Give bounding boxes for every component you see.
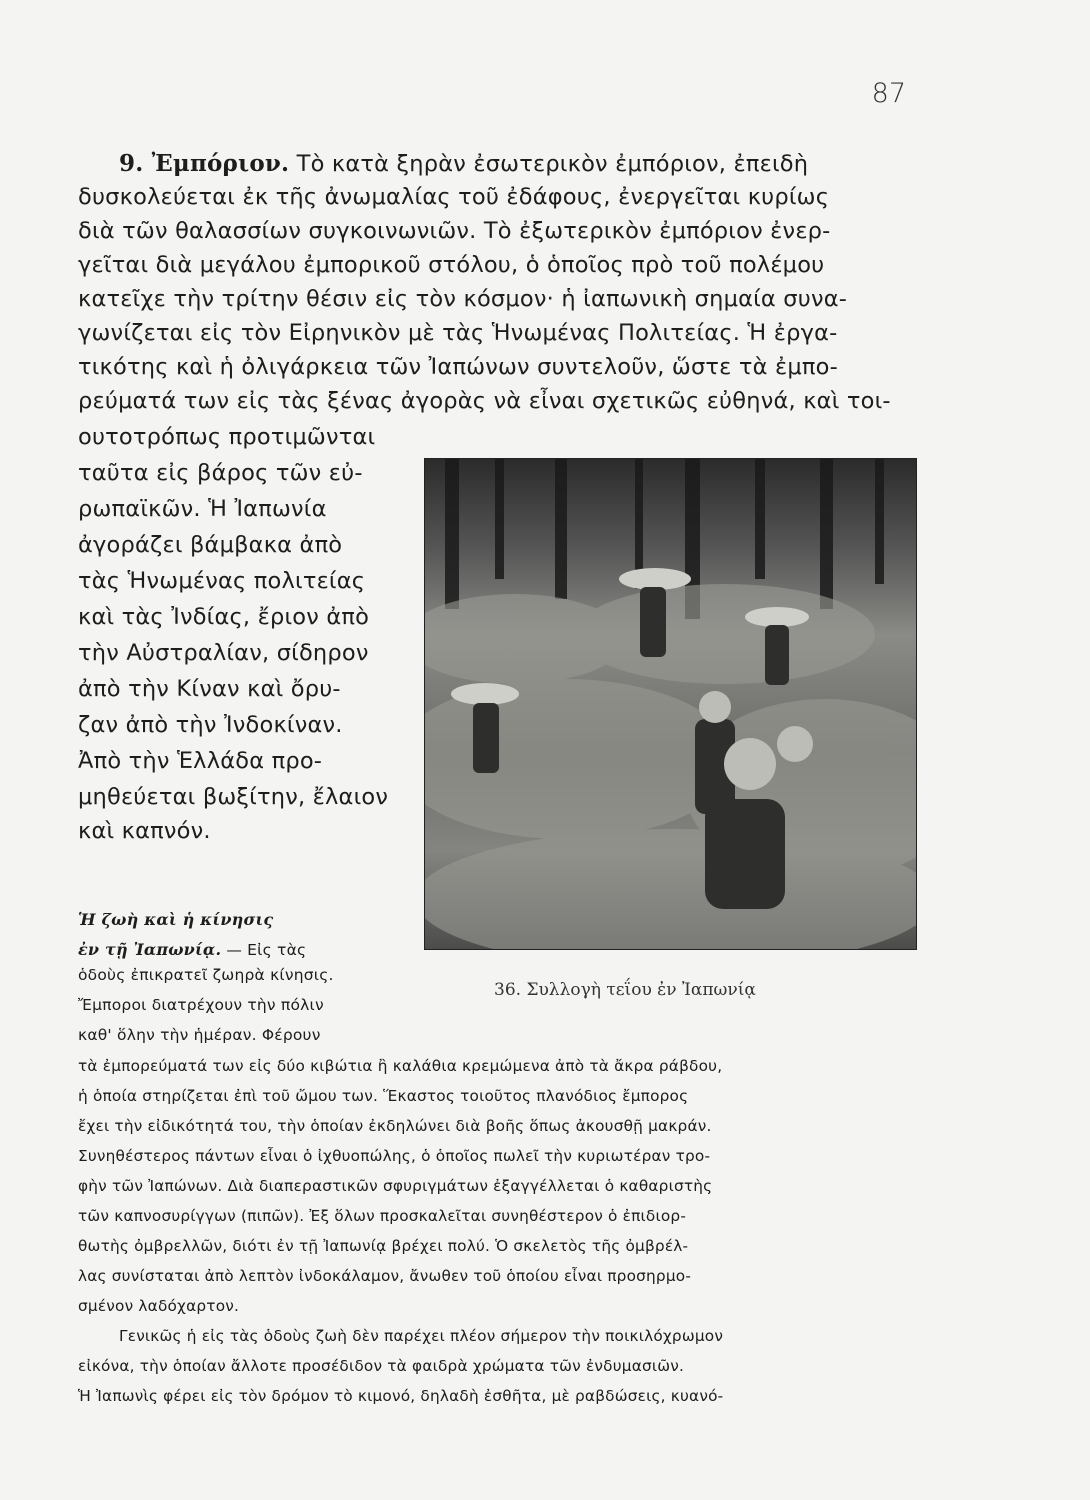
side-line: Ἔμποροι διατρέχουν τὴν πόλιν [78, 996, 324, 1014]
side-line: Ἀπὸ τὴν Ἑλλάδα προ- [78, 748, 323, 774]
side-line: καὶ καπνόν. [78, 818, 211, 844]
section-heading: 9. Ἐμπόριον. [119, 150, 290, 177]
figure-caption: 36. Συλλογὴ τεΐου ἐν Ἰαπωνίᾳ [494, 980, 756, 1000]
paragraph-line: σμένον λαδόχαρτον. [78, 1297, 240, 1315]
paragraph-line: τὰ ἐμπορεύματά των εἰς δύο κιβώτια ἢ καλάθια κρεμώμενα ἀπὸ τὰ ἄκρα ράβδου, [78, 1057, 723, 1075]
side-line: καὶ τὰς Ἰνδίας, ἔριον ἀπὸ [78, 604, 370, 630]
side-line: μηθεύεται βωξίτην, ἔλαιον [78, 784, 389, 810]
side-line: ουτοτρόπως προτιμῶνται [78, 424, 376, 450]
side-line: ὁδοὺς ἐπικρατεῖ ζωηρὰ κίνησις. [78, 966, 334, 984]
paragraph-line: λας συνίσταται ἀπὸ λεπτὸν ἰνδοκάλαμον, ἄνωθεν τοῦ ὁποίου εἶναι προσηρμο- [78, 1267, 692, 1285]
subsection-title [78, 910, 273, 929]
first-line [119, 150, 808, 177]
paragraph-line: δυσκολεύεται ἐκ τῆς ἀνωμαλίας τοῦ ἐδάφους, ἐνεργεῖται κυρίως [78, 184, 830, 210]
paragraph-line: Συνηθέστερος πάντων εἶναι ὁ ἰχθυοπώλης, ὁ ὁποῖος πωλεῖ τὴν κυριωτέραν τρο- [78, 1147, 711, 1165]
side-line: ἀγοράζει βάμβακα ἀπὸ [78, 532, 343, 558]
paragraph-line: φὴν τῶν Ἰαπώνων. Διὰ διαπεραστικῶν σφυριγμάτων ἐξαγγέλλεται ὁ καθαριστὴς [78, 1177, 713, 1195]
paragraph-line: θωτὴς ὀμβρελλῶν, διότι ἐν τῇ Ἰαπωνίᾳ βρέχει πολύ. Ὁ σκελετὸς τῆς ὀμβρέλ- [78, 1237, 689, 1255]
paragraph-line: Ἡ Ἰαπωνὶς φέρει εἰς τὸν δρόμον τὸ κιμονό, δηλαδὴ ἐσθῆτα, μὲ ραβδώσεις, κυανό- [78, 1387, 724, 1405]
paragraph-line: Γενικῶς ἡ εἰς τὰς ὁδοὺς ζωὴ δὲν παρέχει πλέον σήμερον τὴν ποικιλόχρωμον [119, 1327, 724, 1345]
subsection-title-line1: Ἡ ζωὴ καὶ ἡ κίνησις [78, 910, 274, 929]
paragraph-line: γεῖται διὰ μεγάλου ἐμπορικοῦ στόλου, ὁ ὁποῖος πρὸ τοῦ πολέμου [78, 252, 825, 278]
paragraph-line: κατεῖχε τὴν τρίτην θέσιν εἰς τὸν κόσμον· ἡ ἰαπωνικὴ σημαία συνα- [78, 286, 848, 312]
side-line: τὰς Ἡνωμένας πολιτείας [78, 568, 366, 594]
paragraph-line: τῶν καπνοσυρίγγων (πιπῶν). Ἐξ ὅλων προσκαλεῖται συνηθέστερον ὁ ἐπιδιορ- [78, 1207, 687, 1225]
side-line: ἀπὸ τὴν Κίναν καὶ ὄρυ- [78, 676, 341, 702]
side-line: τὴν Αὐστραλίαν, σίδηρον [78, 640, 369, 666]
paragraph-line: διὰ τῶν θαλασσίων συγκοινωνιῶν. Τὸ ἐξωτερικὸν ἐμπόριον ἐνερ- [78, 218, 831, 244]
first-line-text: Τὸ κατὰ ξηρὰν ἐσωτερικὸν ἐμπόριον, ἐπειδὴ [296, 151, 809, 177]
page-number: 87 [871, 78, 906, 109]
subsection-title-line2: ἐν τῇ Ἰαπωνίᾳ. [78, 940, 222, 959]
side-line: ζαν ἀπὸ τὴν Ἰνδοκίναν. [78, 712, 343, 738]
paragraph-line: ἡ ὁποία στηρίζεται ἐπὶ τοῦ ὤμου των. Ἕκαστος τοιοῦτος πλανόδιος ἔμπορος [78, 1087, 689, 1105]
side-line: ταῦτα εἰς βάρος τῶν εὐ- [78, 460, 363, 486]
paragraph-line: εἰκόνα, τὴν ὁποίαν ἄλλοτε προσέδιδον τὰ φαιδρὰ χρώματα τῶν ἐνδυμασιῶν. [78, 1357, 685, 1375]
paragraph-line: ἔχει τὴν εἰδικότητά του, τὴν ὁποίαν ἐκδηλώνει διὰ βοῆς ὅπως ἀκουσθῇ μακράν. [78, 1117, 712, 1135]
paragraph-line: τικότης καὶ ἡ ὀλιγάρκεια τῶν Ἰαπώνων συντελοῦν, ὥστε τὰ ἐμπο- [78, 354, 838, 380]
side-line: ρωπαϊκῶν. Ἡ Ἰαπωνία [78, 496, 327, 522]
subsection-title-line [78, 940, 306, 959]
subsection-intro: — Εἰς τὰς [226, 941, 307, 959]
paragraph-line: ρεύματά των εἰς τὰς ξένας ἀγορὰς νὰ εἶναι σχετικῶς εὐθηνά, καὶ τοι- [78, 388, 891, 414]
tea-harvest-photo [424, 458, 917, 950]
paragraph-line: γωνίζεται εἰς τὸν Εἰρηνικὸν μὲ τὰς Ἡνωμένας Πολιτείας. Ἡ ἐργα- [78, 320, 838, 346]
side-line: καθ' ὅλην τὴν ἡμέραν. Φέρουν [78, 1026, 321, 1044]
